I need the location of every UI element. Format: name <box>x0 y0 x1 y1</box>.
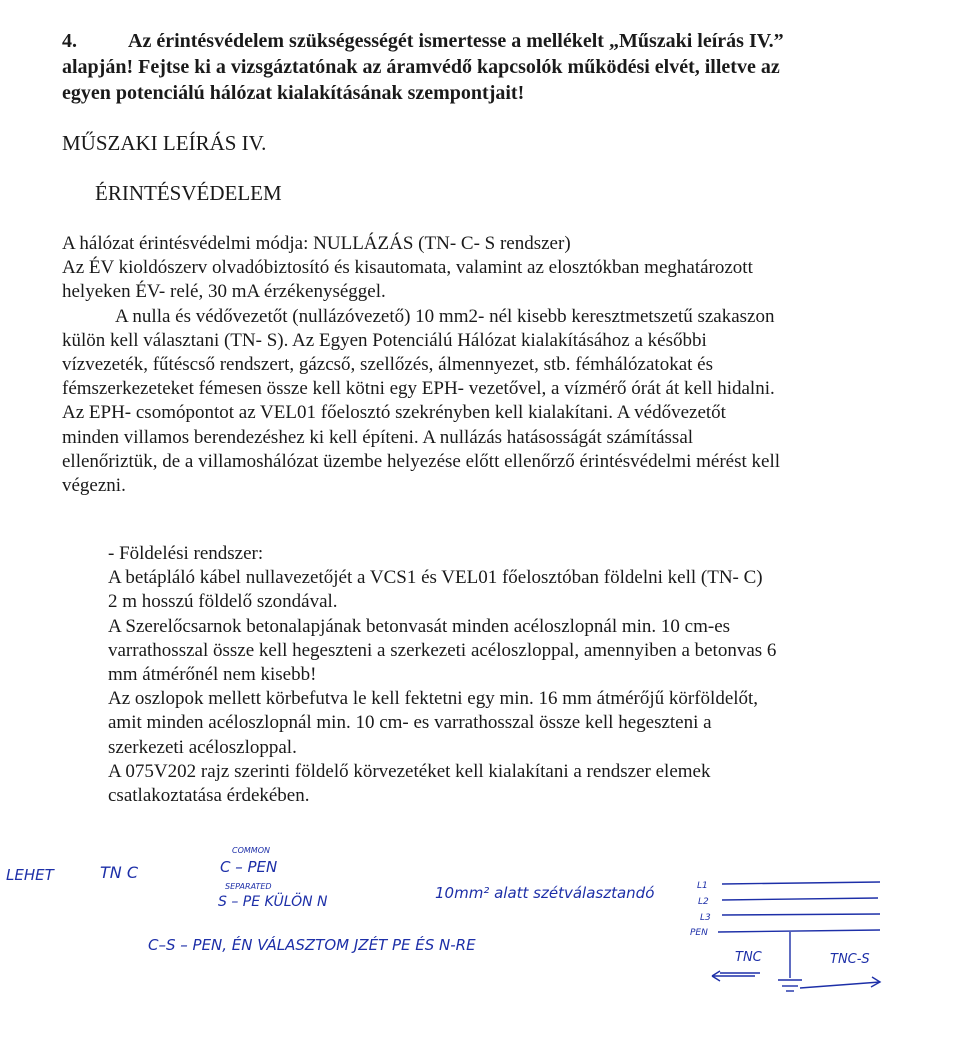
text-line: A 075V202 rajz szerinti földelő körvezetéket kell kialakítani a rendszer elemek <box>108 760 711 782</box>
hw-cs-line: C–S – PEN, ÉN VÁLASZTOM JZÉT PE ÉS N-RE <box>148 936 476 954</box>
hw-diag-tncs: TNC-S <box>830 952 870 967</box>
text-line: Az ÉV kioldószerv olvadóbiztosító és kisautomata, valamint az elosztókban meghatározott <box>62 257 753 279</box>
question-text-2: alapján! Fejtse ki a vizsgáztatónak az áramvédő kapcsolók működési elvét, illetve az <box>62 56 780 78</box>
question-text-3: egyen potenciálú hálózat kialakításának szempontjait! <box>62 82 525 104</box>
text-line: vízvezeték, fűtéscső rendszert, gázcső, szellőzés, álmennyezet, stb. fémhálózatokat és <box>62 354 713 376</box>
text-line: mm átmérőnél nem kisebb! <box>108 664 317 686</box>
text-line: A nulla és védővezetőt (nullázóvezető) 10 mm2- nél kisebb keresztmetszetű szakaszon <box>115 305 775 327</box>
text-line: A betápláló kábel nullavezetőjét a VCS1 és VEL01 főelosztóban földelni kell (TN- C) <box>108 567 763 589</box>
text-line: fémszerkezeteket fémesen össze kell kötni egy EPH- vezetővel, a vízmérő órát át kell hidalni. <box>62 378 775 400</box>
hw-diag-tnc: TNC <box>735 950 762 965</box>
text-line: végezni. <box>62 475 126 497</box>
hw-note: 10mm² alatt szétválasztandó <box>435 884 655 902</box>
hw-tnc: TN C <box>100 863 138 882</box>
hw-l1: L1 <box>697 881 708 891</box>
hw-lehet: LEHET <box>6 866 54 884</box>
text-line: csatlakoztatása érdekében. <box>108 785 310 807</box>
text-line: Az oszlopok mellett körbefutva le kell fektetni egy min. 16 mm átmérőjű körföldelőt, <box>108 688 759 710</box>
text-line: helyeken ÉV- relé, 30 mA érzékenységgel. <box>62 281 386 303</box>
hw-common: COMMON <box>232 846 270 855</box>
hw-network-diagram <box>712 882 880 991</box>
hw-s-pe: S – PE KÜLÖN N <box>218 894 328 910</box>
text-line: Az EPH- csomópontot az VEL01 főelosztó szekrényben kell kialakítani. A védővezetőt <box>62 402 726 424</box>
text-line: A Szerelőcsarnok betonalapjának betonvasát minden acéloszlopnál min. 10 cm-es <box>108 615 731 637</box>
text-line: minden villamos berendezéshez ki kell építeni. A nullázás hatásosságát számítással <box>62 426 694 448</box>
section-heading: ÉRINTÉSVÉDELEM <box>95 181 282 205</box>
question-number: 4. <box>62 30 77 52</box>
text-line: varrathosszal össze kell hegeszteni a szerkezeti acéloszloppal, amennyiben a betonvas 6 <box>108 639 777 661</box>
document-heading: MŰSZAKI LEÍRÁS IV. <box>62 131 267 155</box>
hw-separated: SEPARATED <box>225 882 272 891</box>
text-line: amit minden acéloszlopnál min. 10 cm- es varrathosszal össze kell hegeszteni a <box>108 712 712 734</box>
text-line: külön kell választani (TN- S). Az Egyen Potenciálú Hálózat kialakításához a későbbi <box>62 329 707 351</box>
list-heading: - Földelési rendszer: <box>108 543 264 564</box>
text-line: 2 m hosszú földelő szondával. <box>108 591 338 613</box>
hw-l2: L2 <box>698 897 709 907</box>
hw-pen: PEN <box>690 928 708 938</box>
text-line: ellenőriztük, de a villamoshálózat üzembe helyezése előtt ellenőrző érintésvédelmi mérést kell <box>62 450 781 472</box>
question-text-1: Az érintésvédelem szükségességét ismertesse a mellékelt „Műszaki leírás IV.” <box>128 30 784 52</box>
text-line: A hálózat érintésvédelmi módja: NULLÁZÁS (TN- C- S rendszer) <box>62 233 571 254</box>
hw-l3: L3 <box>700 913 711 923</box>
text-line: szerkezeti acéloszloppal. <box>108 736 297 758</box>
hw-c-pen: C – PEN <box>220 858 278 876</box>
